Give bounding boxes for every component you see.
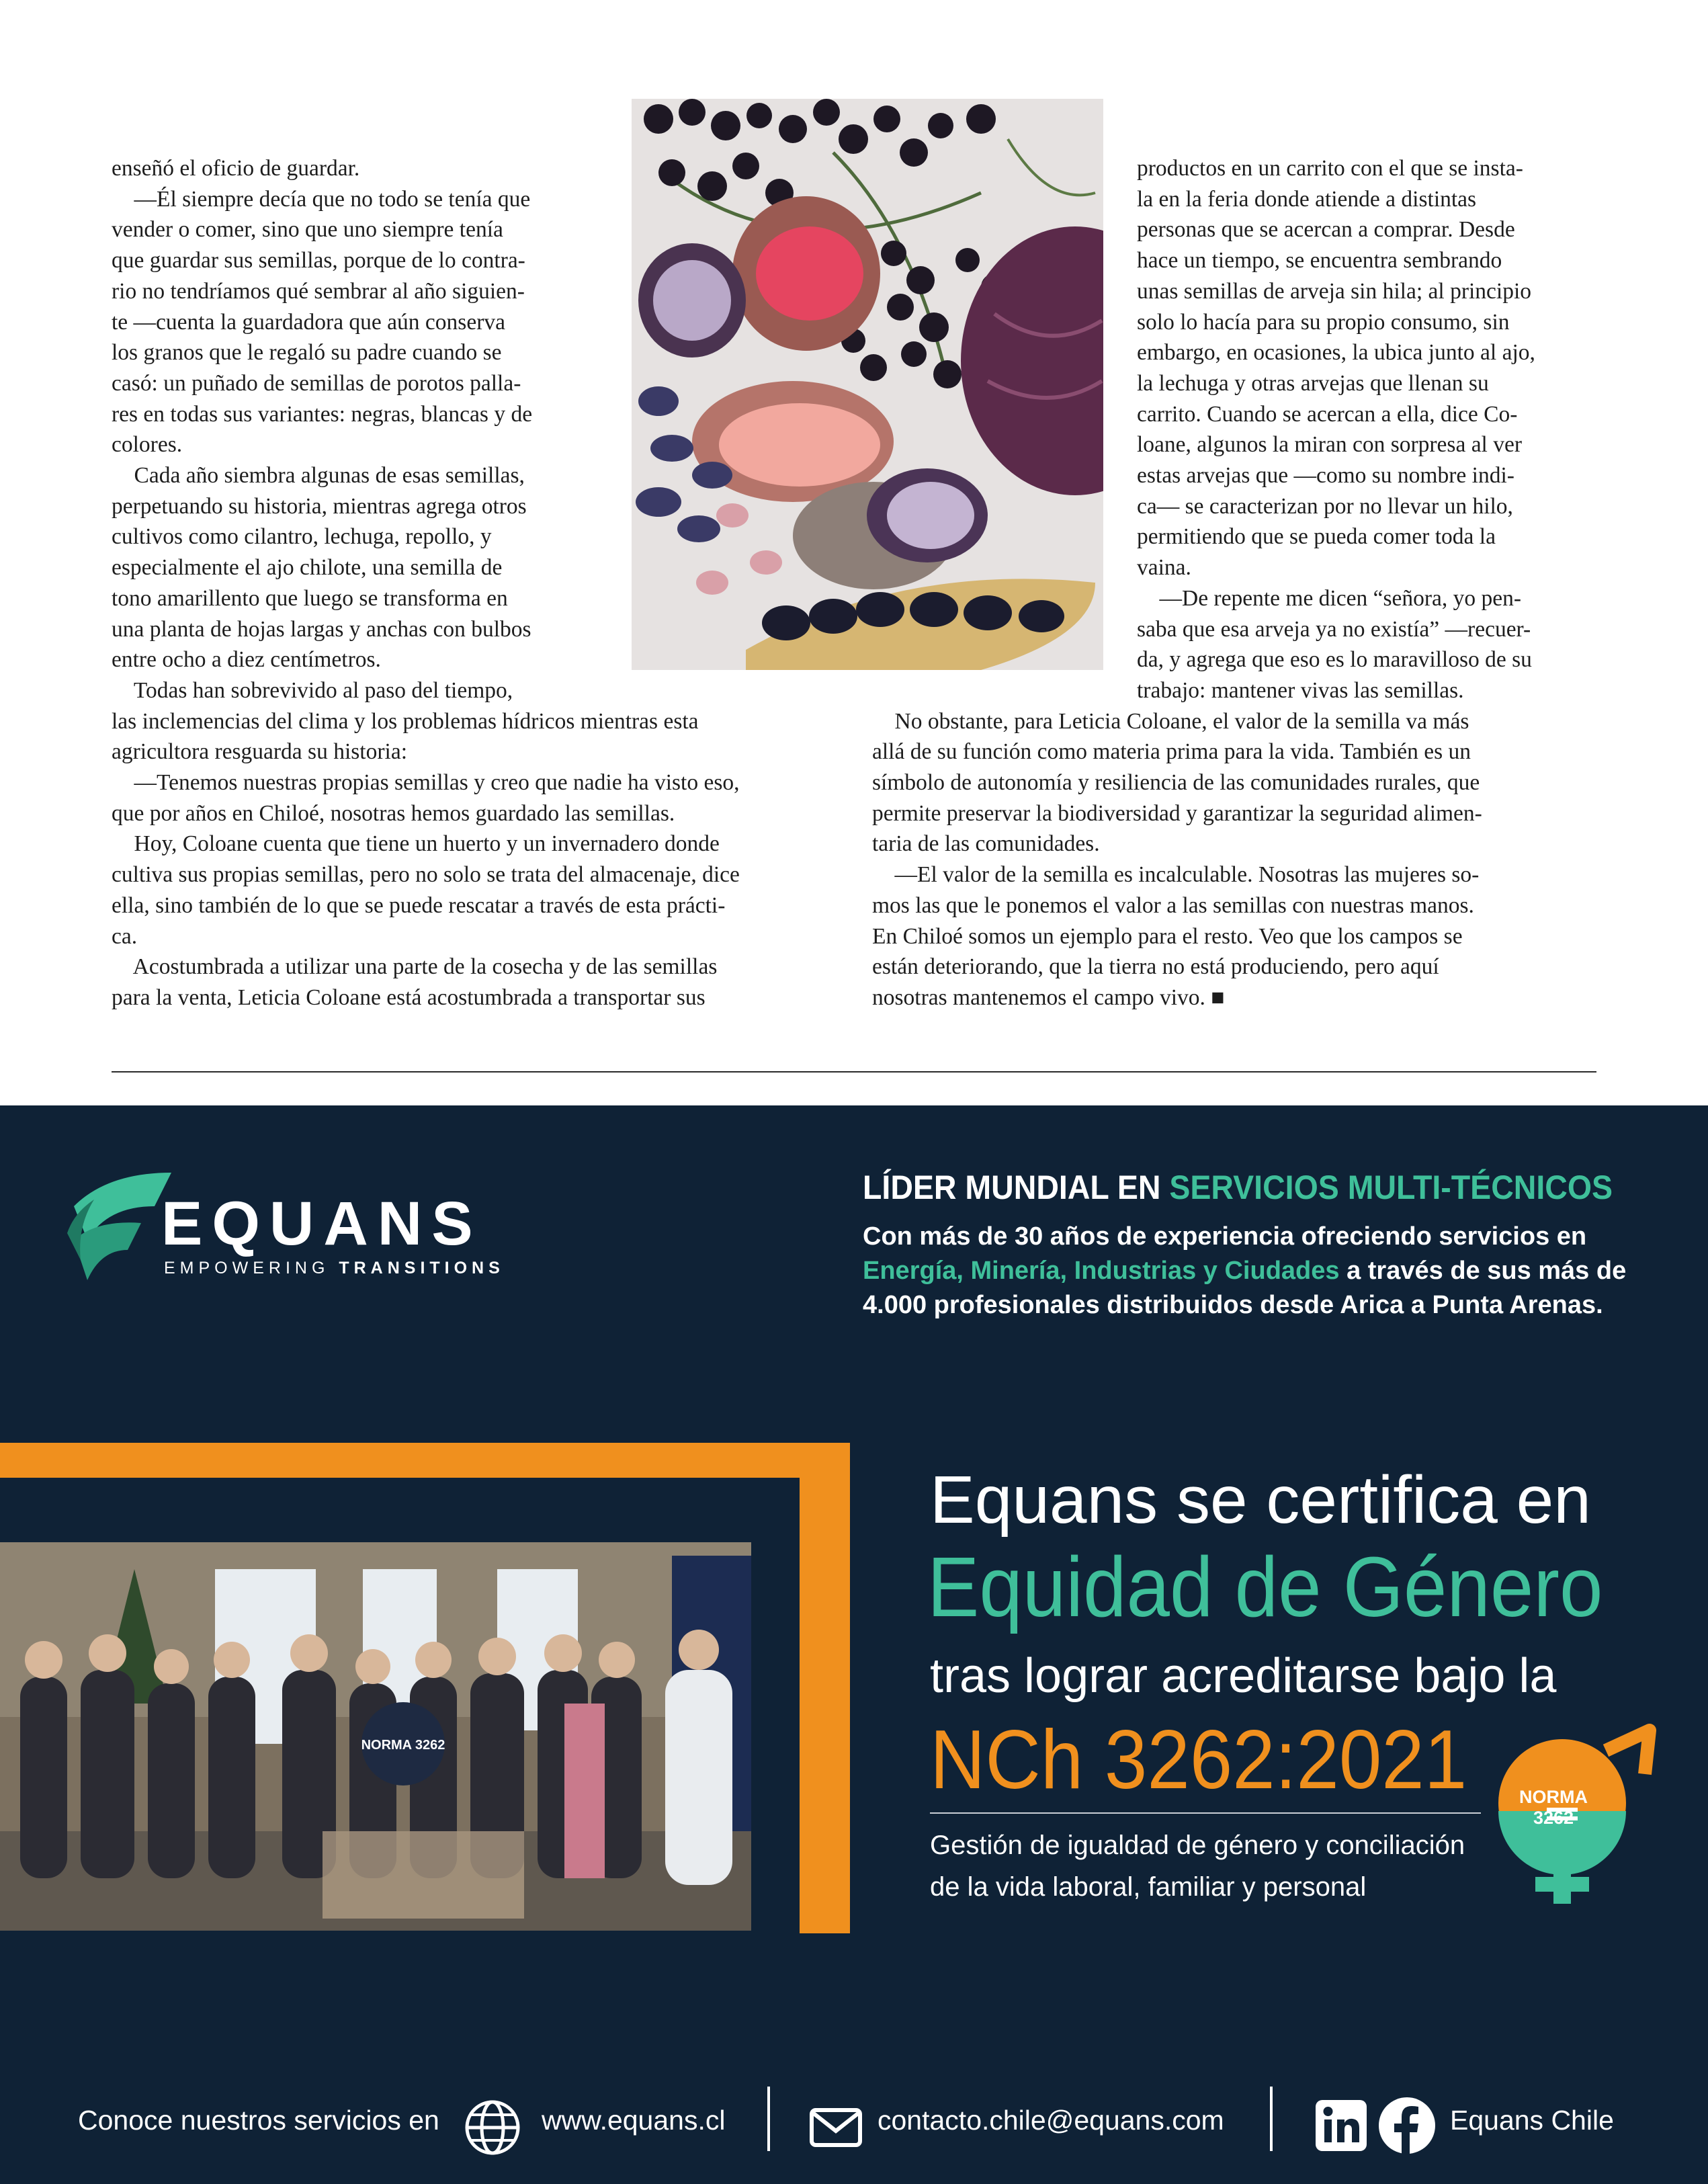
article-line: las inclemencias del clima y los problemas hídricos mientras esta (112, 708, 699, 734)
seeds-photo (632, 99, 1103, 670)
article-paragraph (1137, 583, 1532, 706)
leader-heading: LÍDER MUNDIAL EN SERVICIOS MULTI-TÉCNICOS (863, 1169, 1613, 1206)
mail-icon (810, 2108, 862, 2147)
cert-subtitle: Gestión de igualdad de género y conciliación de la vida laboral, familiar y personal (930, 1831, 1465, 1902)
article-line: ella, sino también de lo que se puede rescatar a través de esta prácti- (112, 892, 726, 918)
article-line: carrito. Cuando se acercan a ella, dice Co- (1137, 401, 1518, 427)
article-line: que por años en Chiloé, nosotras hemos guardado las semillas. (112, 800, 675, 826)
linkedin-icon[interactable] (1316, 2100, 1367, 2151)
article-paragraph (112, 829, 740, 952)
article-line: Cada año siembra algunas de esas semillas, (112, 463, 525, 488)
article-line: que guardar sus semillas, porque de lo contra- (112, 248, 525, 274)
equans-advertisement (0, 1105, 1708, 2184)
globe-icon (464, 2099, 521, 2156)
article-line: En Chiloé somos un ejemplo para el resto. Veo que los campos se (872, 923, 1463, 949)
article-line: rio no tendríamos qué sembrar al año siguien- (112, 278, 525, 304)
article-line: enseñó el oficio de guardar. (112, 156, 360, 181)
article-paragraph (112, 460, 531, 675)
article-line: trabajo: mantener vivas las semillas. (1137, 677, 1464, 703)
article-line: símbolo de autonomía y resiliencia de las comunidades rurales, que (872, 770, 1480, 795)
article-line: —Tenemos nuestras propias semillas y creo que nadie ha visto eso, (112, 770, 740, 795)
article-line: entre ocho a diez centímetros. (112, 647, 381, 673)
orange-frame-right (800, 1443, 850, 1933)
article-line: especialmente el ajo chilote, una semilla de (112, 555, 503, 581)
article-line: casó: un puñado de semillas de porotos palla- (112, 370, 521, 396)
article-line: —De repente me dicen “señora, yo pen- (1137, 585, 1522, 611)
team-photo (0, 1542, 751, 1931)
article-line: cultiva sus propias semillas, pero no solo se trata del almacenaje, dice (112, 862, 740, 888)
article-line: permite preservar la biodiversidad y garantizar la seguridad alimen- (872, 800, 1482, 826)
article-paragraph (1137, 153, 1535, 583)
article-line: para la venta, Leticia Coloane está acostumbrada a transportar sus (112, 984, 706, 1010)
article-line: ca. (112, 923, 138, 949)
footer-services-text: Conoce nuestros servicios en (78, 2105, 439, 2136)
article-line: mos las que le ponemos el valor a las semillas con nuestras manos. (872, 892, 1474, 918)
article-line: taria de las comunidades. (872, 831, 1100, 857)
article-line: No obstante, para Leticia Coloane, el valor de la semilla va más (872, 708, 1469, 734)
facebook-icon[interactable] (1379, 2097, 1435, 2154)
cert-line-4: NCh 3262:2021 (930, 1714, 1467, 1806)
article-line: te —cuenta la guardadora que aún conserva (112, 309, 505, 335)
article-line: la lechuga y otras arvejas que llenan su (1137, 370, 1489, 396)
article-paragraph (112, 675, 699, 767)
article-line: —El valor de la semilla es incalculable. Nosotras las mujeres so- (872, 862, 1480, 888)
badge-label: NORMA 3262 (1519, 1787, 1588, 1828)
cert-divider (930, 1812, 1481, 1814)
article-line: agricultora resguarda su historia: (112, 739, 407, 765)
article-paragraph (872, 706, 1482, 860)
article-line: Todas han sobrevivido al paso del tiempo, (112, 677, 513, 703)
article-line: saba que esa arveja ya no existía” —recuer- (1137, 616, 1531, 642)
article-line: estas arvejas que —como su nombre indi- (1137, 463, 1514, 489)
article-line: da, y agrega que eso es lo maravilloso de su (1137, 647, 1532, 673)
leader-body: Con más de 30 años de experiencia ofreciendo servicios en Energía, Minería, Industrias y Ciudades a través de sus más de 4.000 profesionales distribuidos desde Arica a Punta Arenas. (863, 1222, 1627, 1319)
footer-website-link[interactable]: www.equans.cl (542, 2105, 726, 2136)
article-paragraph (112, 153, 359, 184)
equans-logo-icon (60, 1159, 175, 1287)
article-line: productos en un carrito con el que se insta- (1137, 156, 1523, 181)
logo-wordmark: EQUANS (161, 1189, 482, 1258)
article-line: la en la feria donde atiende a distintas (1137, 186, 1477, 212)
article-line: ca— se caracterizan por no llevar un hilo, (1137, 493, 1513, 519)
article-line: res en todas sus variantes: negras, blancas y de (112, 401, 533, 427)
article-line: los granos que le regaló su padre cuando se (112, 340, 502, 366)
article-line: —Él siempre decía que no todo se tenía que (112, 186, 531, 212)
article-line: permitiendo que se pueda comer toda la (1137, 524, 1496, 550)
article-line: una planta de hojas largas y anchas con bulbos (112, 616, 531, 642)
article-paragraph (112, 952, 717, 1013)
article-line: nosotras mantenemos el campo vivo. ■ (872, 984, 1225, 1010)
article-line: Acostumbrada a utilizar una parte de la cosecha y de las semillas (112, 954, 718, 980)
article-line: Hoy, Coloane cuenta que tiene un huerto y un invernadero donde (112, 831, 720, 857)
cert-line-2: Equidad de Género (927, 1540, 1603, 1634)
article-line: colores. (112, 432, 183, 458)
article-line: tono amarillento que luego se transforma en (112, 585, 508, 611)
article-line: embargo, en ocasiones, la ubica junto al ajo, (1137, 340, 1535, 366)
orange-frame-top (0, 1443, 850, 1478)
article-line: cultivos como cilantro, lechuga, repollo, y (112, 524, 492, 550)
section-divider (112, 1071, 1596, 1073)
article (0, 0, 1708, 1089)
article-line: allá de su función como materia prima para la vida. También es un (872, 739, 1471, 765)
article-line: vaina. (1137, 555, 1191, 581)
article-line: unas semillas de arveja sin hila; al principio (1137, 278, 1532, 304)
article-line: loane, algunos la miran con sorpresa al ver (1137, 432, 1523, 458)
logo-tagline: EMPOWERING TRANSITIONS (164, 1259, 505, 1277)
photo-norma-sign: NORMA 3262 (361, 1738, 445, 1753)
footer-social-handle[interactable]: Equans Chile (1450, 2105, 1614, 2136)
article-paragraph (872, 859, 1479, 1013)
footer-separator (767, 2087, 770, 2151)
cert-line-3: tras lograr acreditarse bajo la (930, 1649, 1557, 1703)
article-line: hace un tiempo, se encuentra sembrando (1137, 248, 1502, 274)
article-paragraph (112, 184, 532, 460)
ad-footer (0, 2080, 1708, 2154)
cert-line-1: Equans se certifica en (930, 1462, 1591, 1538)
footer-separator (1270, 2087, 1273, 2151)
footer-email-link[interactable]: contacto.chile@equans.com (878, 2105, 1224, 2136)
article-line: personas que se acercan a comprar. Desde (1137, 217, 1515, 243)
article-line: vender o comer, sino que uno siempre tenía (112, 217, 503, 243)
article-line: solo lo hacía para su propio consumo, sin (1137, 309, 1510, 335)
article-line: perpetuando su historia, mientras agrega otros (112, 493, 527, 519)
article-line: están deteriorando, que la tierra no está produciendo, pero aquí (872, 954, 1439, 980)
article-paragraph (112, 767, 740, 829)
